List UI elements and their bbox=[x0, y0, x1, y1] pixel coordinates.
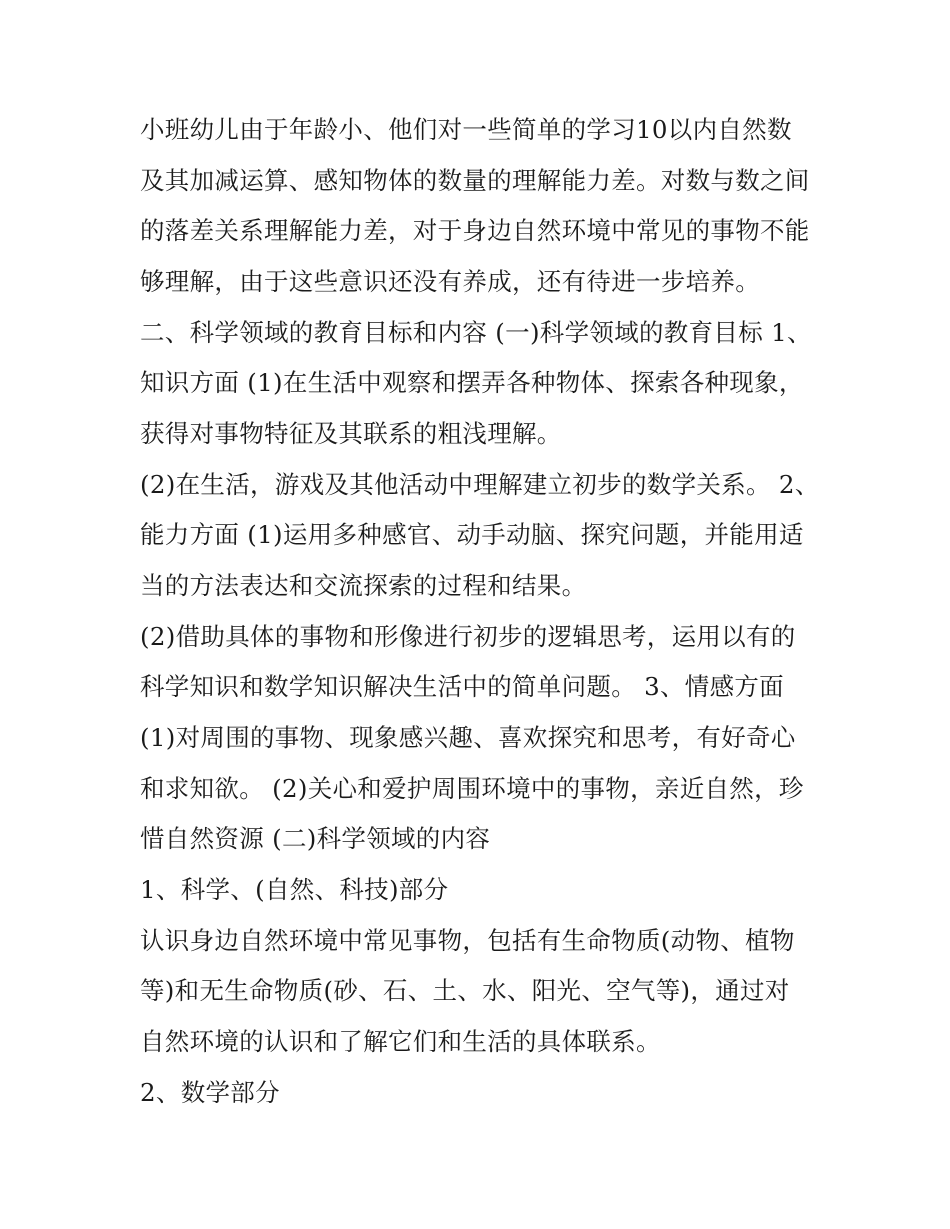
section-heading: 2、数学部分 bbox=[140, 1078, 280, 1107]
text-line: 认识身边自然环境中常见事物，包括有生命物质(动物、植物 bbox=[140, 926, 795, 955]
text-line: 小班幼儿由于年龄小、他们对一些简单的学习10以内自然数 bbox=[140, 115, 792, 144]
text-line: 自然环境的认识和了解它们和生活的具体联系。 bbox=[140, 1027, 661, 1056]
text-line: 等)和无生命物质(砂、石、土、水、阳光、空气等)，通过对 bbox=[140, 976, 790, 1005]
section-heading: 1、科学、(自然、科技)部分 bbox=[140, 875, 449, 904]
text-line: 和求知欲。 (2)关心和爱护周围环境中的事物，亲近自然，珍 bbox=[140, 774, 804, 803]
text-line: (1)对周围的事物、现象感兴趣、喜欢探究和思考，有好奇心 bbox=[140, 723, 796, 752]
text-line: 及其加减运算、感知物体的数量的理解能力差。对数与数之间 bbox=[140, 166, 810, 195]
text-line: 获得对事物特征及其联系的粗浅理解。 bbox=[140, 419, 562, 448]
text-line: 能力方面 (1)运用多种感官、动手动脑、探究问题，并能用适 bbox=[140, 520, 804, 549]
text-line: 科学知识和数学知识解决生活中的简单问题。 3、情感方面 bbox=[140, 672, 784, 701]
text-line: 知识方面 (1)在生活中观察和摆弄各种物体、探索各种现象， bbox=[140, 368, 804, 397]
text-line: 二、科学领域的教育目标和内容 (一)科学领域的教育目标 1、 bbox=[140, 318, 812, 347]
text-line: 惜自然资源 (二)科学领域的内容 bbox=[140, 824, 491, 853]
text-line: 够理解，由于这些意识还没有养成，还有待进一步培养。 bbox=[140, 267, 760, 296]
text-line: (2)借助具体的事物和形像进行初步的逻辑思考，运用以有的 bbox=[140, 622, 796, 651]
text-line: (2)在生活，游戏及其他活动中理解建立初步的数学关系。 2、 bbox=[140, 470, 820, 499]
text-line: 当的方法表达和交流探索的过程和结果。 bbox=[140, 571, 587, 600]
text-line: 的落差关系理解能力差，对于身边自然环境中常见的事物不能 bbox=[140, 216, 810, 245]
